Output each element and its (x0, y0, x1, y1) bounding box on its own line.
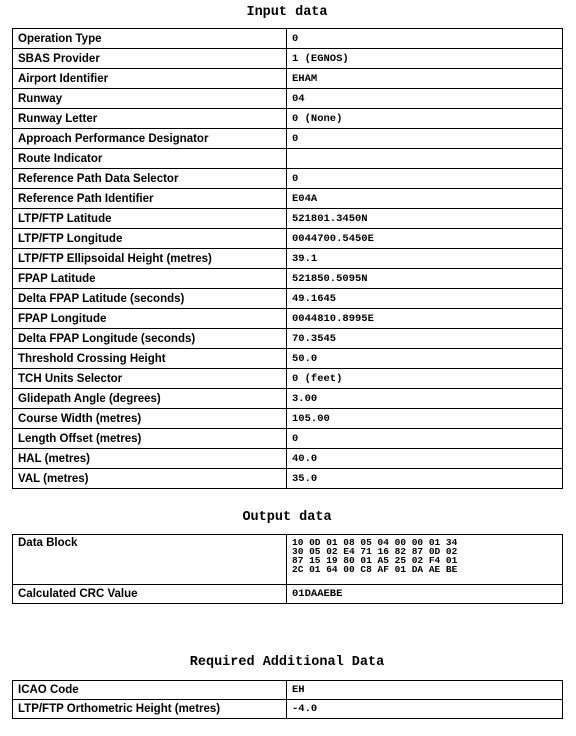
field-value: 0044810.8995E (287, 309, 563, 329)
field-value: 105.00 (287, 409, 563, 429)
field-value: 40.0 (287, 449, 563, 469)
data-block-line: 30 05 02 E4 71 16 82 87 0D 02 (292, 546, 458, 557)
field-label: Delta FPAP Latitude (seconds) (13, 289, 287, 309)
field-label: Airport Identifier (13, 69, 287, 89)
field-value: 0 (287, 129, 563, 149)
table-row (13, 129, 563, 149)
table-row (13, 189, 563, 209)
data-block-value (287, 535, 563, 585)
field-value: 521801.3450N (287, 209, 563, 229)
field-value: 3.00 (287, 389, 563, 409)
field-label: SBAS Provider (13, 49, 287, 69)
table-row (13, 681, 563, 700)
required-data-table (12, 680, 563, 719)
table-row (13, 269, 563, 289)
table-row (13, 585, 563, 604)
data-block-line: 2C 01 64 00 C8 AF 01 DA AE BE (292, 564, 458, 575)
field-value: 49.1645 (287, 289, 563, 309)
table-row (13, 49, 563, 69)
field-value: EHAM (287, 69, 563, 89)
field-label: TCH Units Selector (13, 369, 287, 389)
required-data-title: Required Additional Data (189, 655, 385, 670)
field-label: Approach Performance Designator (13, 129, 287, 149)
field-label: FPAP Latitude (13, 269, 287, 289)
field-label: Course Width (metres) (13, 409, 287, 429)
output-data-title: Output data (242, 510, 332, 525)
field-label: Glidepath Angle (degrees) (13, 389, 287, 409)
field-value: 0044700.5450E (287, 229, 563, 249)
crc-value: 01DAAEBE (287, 585, 563, 604)
field-value: 70.3545 (287, 329, 563, 349)
field-label: Length Offset (metres) (13, 429, 287, 449)
field-label: Threshold Crossing Height (13, 349, 287, 369)
table-row (13, 329, 563, 349)
field-label: Runway (13, 89, 287, 109)
field-label: Reference Path Identifier (13, 189, 287, 209)
field-value: 39.1 (287, 249, 563, 269)
output-data-table (12, 534, 563, 604)
table-row (13, 29, 563, 49)
table-row (13, 109, 563, 129)
field-value: 35.0 (287, 469, 563, 489)
field-value: 1 (EGNOS) (287, 49, 563, 69)
field-value: 04 (287, 89, 563, 109)
field-label: LTP/FTP Latitude (13, 209, 287, 229)
field-label: ICAO Code (13, 681, 287, 700)
field-value (287, 149, 563, 169)
table-row (13, 209, 563, 229)
field-value: 0 (287, 169, 563, 189)
field-value: -4.0 (287, 700, 563, 719)
field-label: Runway Letter (13, 109, 287, 129)
table-row (13, 469, 563, 489)
table-row (13, 69, 563, 89)
table-row (13, 289, 563, 309)
table-row (13, 309, 563, 329)
table-row (13, 449, 563, 469)
table-row (13, 369, 563, 389)
table-row (13, 535, 563, 585)
crc-label: Calculated CRC Value (13, 585, 287, 604)
table-row (13, 89, 563, 109)
field-value: EH (287, 681, 563, 700)
field-label: Delta FPAP Longitude (seconds) (13, 329, 287, 349)
table-row (13, 349, 563, 369)
field-label: LTP/FTP Orthometric Height (metres) (13, 700, 287, 719)
field-label: FPAP Longitude (13, 309, 287, 329)
field-value: E04A (287, 189, 563, 209)
field-value: 521850.5095N (287, 269, 563, 289)
field-value: 0 (287, 29, 563, 49)
data-block-line: 10 0D 01 08 05 04 00 00 01 34 (292, 537, 458, 548)
input-data-title: Input data (246, 5, 328, 20)
table-row (13, 389, 563, 409)
input-data-table (12, 28, 563, 489)
field-label: VAL (metres) (13, 469, 287, 489)
field-label: LTP/FTP Ellipsoidal Height (metres) (13, 249, 287, 269)
field-label: HAL (metres) (13, 449, 287, 469)
table-row (13, 409, 563, 429)
field-label: Operation Type (13, 29, 287, 49)
table-row (13, 229, 563, 249)
data-block-line: 87 15 19 80 01 A5 25 02 F4 01 (292, 555, 458, 566)
table-row (13, 249, 563, 269)
field-label: Reference Path Data Selector (13, 169, 287, 189)
table-row (13, 169, 563, 189)
field-value: 0 (feet) (287, 369, 563, 389)
table-row (13, 429, 563, 449)
field-value: 0 (None) (287, 109, 563, 129)
table-row (13, 149, 563, 169)
field-label: LTP/FTP Longitude (13, 229, 287, 249)
field-value: 50.0 (287, 349, 563, 369)
data-block-label: Data Block (13, 535, 287, 585)
field-value: 0 (287, 429, 563, 449)
table-row (13, 700, 563, 719)
field-label: Route Indicator (13, 149, 287, 169)
